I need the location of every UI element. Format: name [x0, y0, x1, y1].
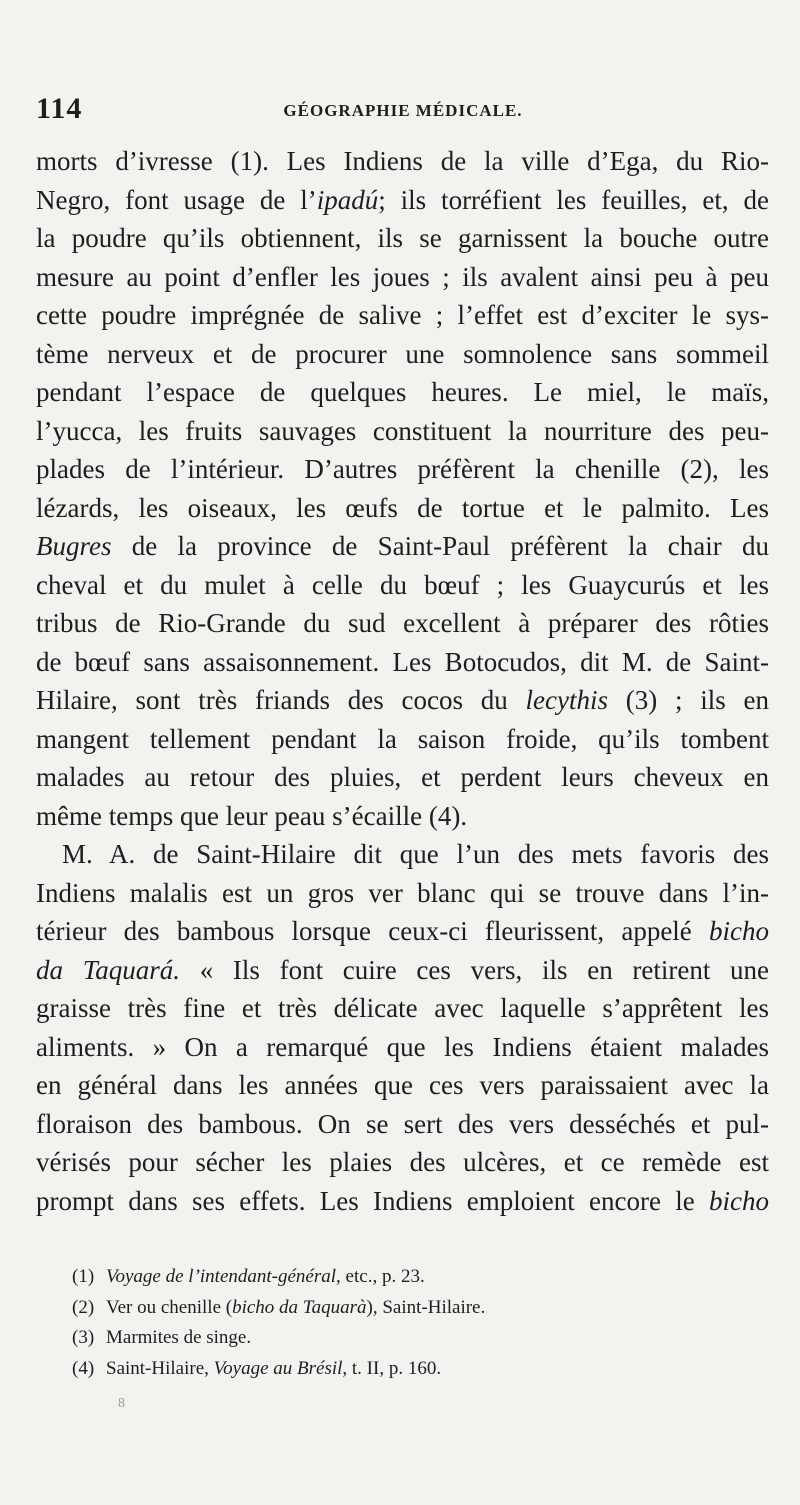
text-line: térieur des bambous lorsque ceux-ci fleurissent, appelé bicho [36, 916, 769, 946]
text-line: tribus de Rio-Grande du sud excellent à préparer des rôties [36, 608, 769, 638]
page-number: 114 [36, 92, 83, 125]
text-line: aliments. » On a remarqué que les Indiens étaient malades [36, 1031, 769, 1062]
body-text [36, 142, 769, 1220]
footnote-mark: (4) [72, 1357, 95, 1379]
text-line: Bugres de la province de Saint-Paul préfèrent la chair du [36, 531, 769, 561]
text-line: tème nerveux et de procurer une somnolence sans sommeil [36, 338, 769, 369]
text-line: M. A. de Saint-Hilaire dit que l’un des mets favoris des [62, 839, 769, 869]
italic-term: bicho [709, 1185, 769, 1216]
page-header [36, 92, 770, 128]
text-line: cette poudre imprégnée de salive ; l’effet est d’exciter le sys- [36, 300, 769, 330]
footnote-mark: (3) [72, 1327, 95, 1348]
text-line: lézards, les oiseaux, les œufs de tortue et le palmito. Les [36, 492, 769, 523]
text-line: de bœuf sans assaisonnement. Les Botocudos, dit M. de Saint- [36, 646, 769, 677]
footnote: (2) Ver ou chenille (bicho da Taquarà), Saint-Hilaire. [72, 1293, 772, 1324]
text-line: graisse très fine et très délicate avec laquelle s’apprêtent les [36, 993, 769, 1023]
text-line: l’yucca, les fruits sauvages constituent la nourriture des peu- [36, 415, 769, 446]
footnote-mark: (1) [72, 1266, 95, 1287]
text-line: en général dans les années que ces vers paraissaient avec la [36, 1070, 769, 1100]
footnote: (3) Marmites de singe. [72, 1323, 772, 1354]
footnote-mark: (2) [72, 1296, 95, 1318]
running-head: GÉOGRAPHIE MÉDICALE. [283, 101, 523, 120]
text-line: malades au retour des pluies, et perdent leurs cheveux en [36, 762, 769, 792]
italic-term: lecythis [525, 685, 608, 715]
text-line: vérisés pour sécher les plaies des ulcères, et ce remède est [36, 1147, 769, 1177]
text-line: Hilaire, sont très friands des cocos du lecythis (3) ; ils en [36, 685, 769, 715]
italic-term: ipadú [316, 184, 379, 215]
text-line: la poudre qu’ils obtiennent, ils se garnissent la bouche outre [36, 223, 769, 253]
italic-term: Bugres [36, 531, 112, 561]
text-line: Negro, font usage de l’ipadú; ils torréfient les feuilles, et, de [36, 184, 770, 215]
text-line: da Taquará. « Ils font cuire ces vers, ils en retirent une [36, 954, 770, 985]
text-line: mesure au point d’enfler les joues ; ils avalent ainsi peu à peu [36, 261, 769, 292]
text-line: cheval et du mulet à celle du bœuf ; les Guaycurús et les [36, 569, 769, 600]
text-line: prompt dans ses effets. Les Indiens emploient encore le bicho [36, 1185, 769, 1216]
text-line: morts d’ivresse (1). Les Indiens de la ville d’Ega, du Rio- [36, 146, 769, 176]
text-line: mangent tellement pendant la saison froide, qu’ils tombent [36, 723, 769, 754]
text-line: plades de l’intérieur. D’autres préfèrent la chenille (2), les [36, 454, 769, 484]
text-line: même temps que leur peau s’écaille (4). [36, 800, 468, 831]
text-line: Indiens malalis est un gros ver blanc qui se trouve dans l’in- [36, 877, 769, 908]
signature-mark: 8 [118, 1396, 125, 1411]
footnotes [72, 1262, 772, 1384]
footnote: (4) Saint-Hilaire, Voyage au Brésil, t. II, p. 160. [72, 1354, 772, 1385]
italic-term: bicho [709, 916, 769, 946]
italic-term: da Taquará. [36, 954, 180, 985]
text-line: floraison des bambous. On se sert des vers desséchés et pul- [36, 1108, 769, 1139]
text-line: pendant l’espace de quelques heures. Le miel, le maïs, [36, 377, 769, 407]
footnote: (1) Voyage de l’intendant-général, etc., p. 23. [72, 1262, 772, 1293]
